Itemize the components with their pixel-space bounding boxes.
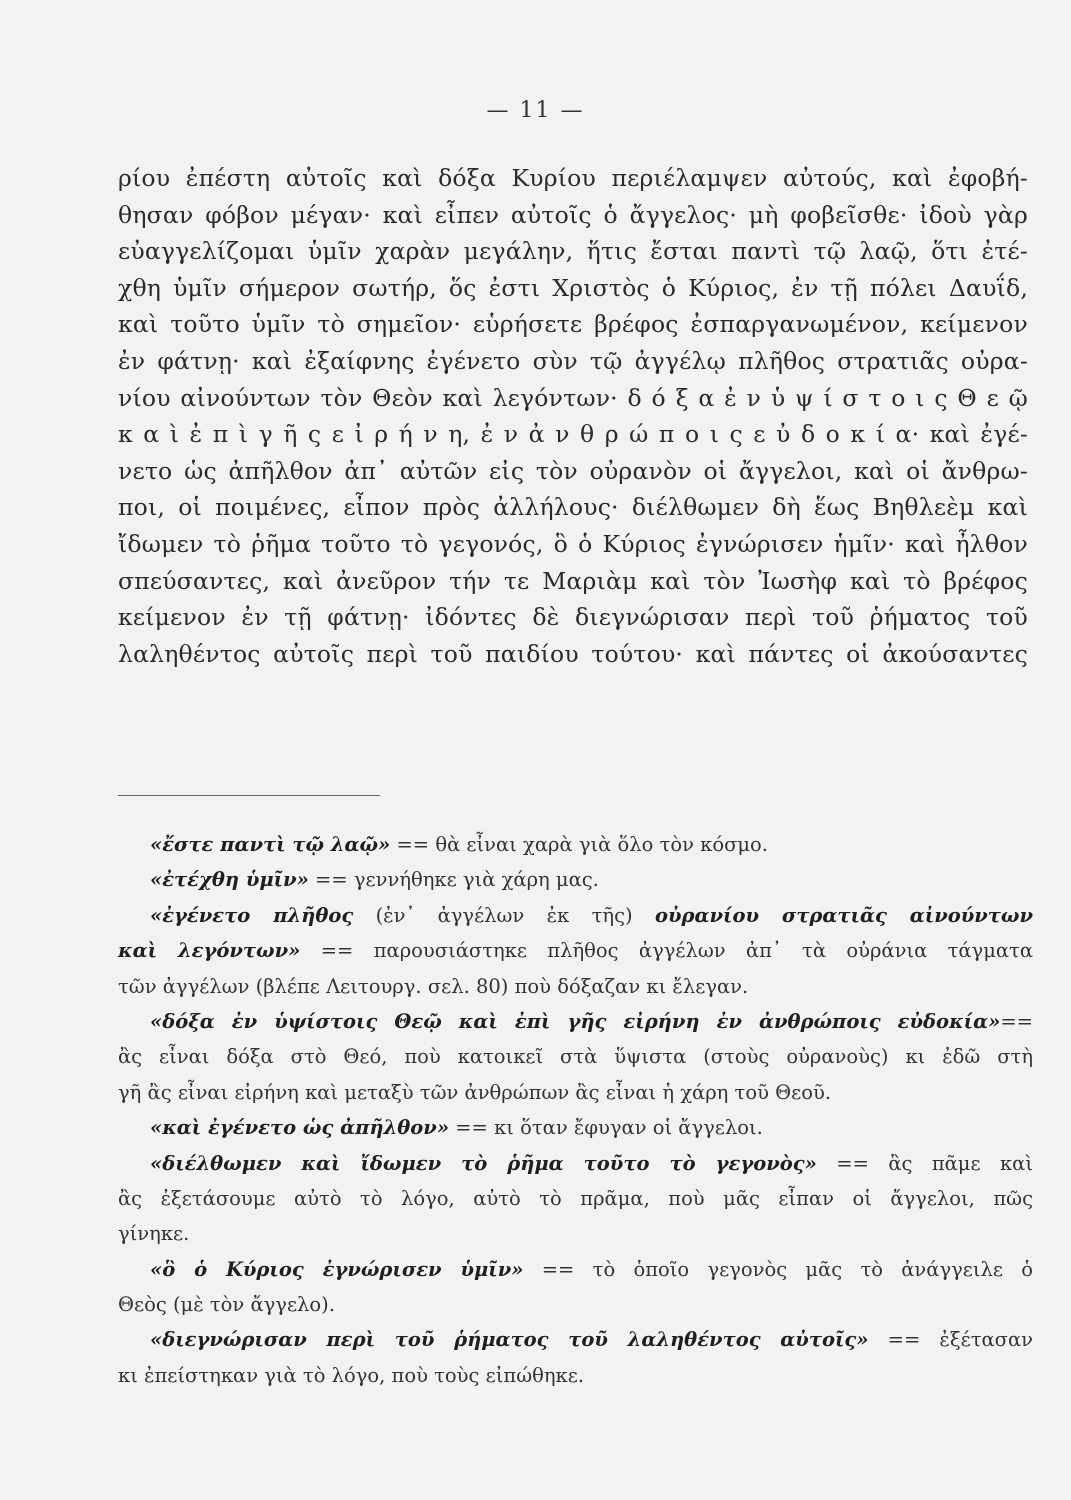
note-term: καὶ λεγόντων»: [118, 939, 301, 963]
text-line: ρίου ἐπέστη αὐτοῖς καὶ δόξα Κυρίου περιέλαμψεν αὐτούς, καὶ ἐφοβή-: [118, 164, 1028, 192]
note-term: «ἐγένετο πλῆθος: [150, 903, 354, 927]
note-line: ἂς ἐξετάσουμε αὐτὸ τὸ λόγο, αὐτὸ τὸ πρᾶμα, ποὺ μᾶς εἶπαν οἱ ἄγγελοι, πῶς: [118, 1186, 1033, 1210]
main-text: [118, 160, 1028, 672]
text-line: ἐν φάτνῃ· καὶ ἐξαίφνης ἐγένετο σὺν τῷ ἀγγέλῳ πλῆθος στρατιᾶς οὐρα-: [118, 346, 1028, 375]
note-term: «ἐτέχθη ὑμῖν»: [150, 868, 309, 892]
note-line: γίνηκε.: [118, 1222, 190, 1246]
note-explanation: == ἂς πᾶμε καὶ: [816, 1151, 1033, 1175]
text-line: ποι, οἱ ποιμένες, εἶπον πρὸς ἀλλήλους· διέλθωμεν δὴ ἕως Βηθλεὲμ καὶ: [118, 493, 1028, 522]
note-line: [118, 827, 1033, 862]
note-line: γῆ ἂς εἶναι εἰρήνη καὶ μεταξὺ τῶν ἀνθρώπων ἂς εἶναι ἡ χάρη τοῦ Θεοῦ.: [118, 1080, 832, 1104]
note-explanation: == γεννήθηκε γιὰ χάρη μας.: [308, 868, 599, 892]
note-line: Θεὸς (μὲ τὸν ἄγγελο).: [118, 1293, 335, 1317]
note-line: [118, 1146, 1033, 1181]
note-term: «διεγνώρισαν περὶ τοῦ ῥήματος τοῦ λαληθέντος αὐτοῖς»: [150, 1328, 869, 1352]
note-line: [118, 933, 1033, 968]
text-line: θησαν φόβον μέγαν· καὶ εἶπεν αὐτοῖς ὁ ἄγγελος· μὴ φοβεῖσθε· ἰδοὺ γὰρ: [118, 200, 1028, 229]
note-line: τῶν ἀγγέλων (βλέπε Λειτουργ. σελ. 80) ποὺ δόξαζαν κι ἔλεγαν.: [118, 974, 749, 998]
note-explanation: == τὸ ὁποῖο γεγονὸς μᾶς τὸ ἀνάγγειλε ὁ: [523, 1257, 1033, 1281]
note-term: «διέλθωμεν καὶ ἴδωμεν τὸ ῥῆμα τοῦτο τὸ γεγονὸς»: [150, 1151, 817, 1175]
text-line: καὶ τοῦτο ὑμῖν τὸ σημεῖον· εὑρήσετε βρέφος ἐσπαργανωμένον, κείμενον: [118, 310, 1028, 339]
note-explanation: ==: [1000, 1009, 1033, 1033]
note-explanation: == ἐξέτασαν: [868, 1328, 1034, 1352]
note-line: κι ἐπείστηκαν γιὰ τὸ λόγο, ποὺ τοὺς εἰπώθηκε.: [118, 1363, 585, 1387]
text-line: χθη ὑμῖν σήμερον σωτήρ, ὅς ἐστι Χριστὸς ὁ Κύριος, ἐν τῇ πόλει Δαυΐδ,: [118, 273, 1028, 302]
note-explanation: == θὰ εἶναι χαρὰ γιὰ ὅλο τὸν κόσμο.: [390, 833, 768, 856]
note-line: [118, 1004, 1033, 1039]
footnote-divider: [118, 795, 380, 796]
text-line: εὐαγγελίζομαι ὑμῖν χαρὰν μεγάλην, ἥτις ἔσται παντὶ τῷ λαῷ, ὅτι ἐτέ-: [118, 237, 1028, 266]
note-line: ἂς εἶναι δόξα στὸ Θεό, ποὺ κατοικεῖ στὰ ὕψιστα (στοὺς οὐρανοὺς) κι ἐδῶ στὴ: [118, 1045, 1033, 1069]
text-line: λαληθέντος αὐτοῖς περὶ τοῦ παιδίου τούτου· καὶ πάντες οἱ ἀκούσαντες: [118, 639, 1028, 668]
note-term: «ἔστε παντὶ τῷ λαῷ»: [150, 833, 391, 856]
text-line: σπεύσαντες, καὶ ἀνεῦρον τήν τε Μαριὰμ καὶ τὸν Ἰωσὴφ καὶ τὸ βρέφος: [118, 566, 1028, 595]
text-line: κείμενον ἐν τῇ φάτνῃ· ἰδόντες δὲ διεγνώρισαν περὶ τοῦ ῥήματος τοῦ: [118, 603, 1028, 632]
notes-section: [118, 827, 1033, 1393]
note-term: «ὃ ὁ Κύριος ἐγνώρισεν ὑμῖν»: [150, 1257, 524, 1281]
note-line: [118, 1252, 1033, 1287]
note-explanation: == παρουσιάστηκε πλῆθος ἀγγέλων ἀπ᾽ τὰ οὐράνια τάγματα: [300, 939, 1034, 963]
note-explanation: (ἐν᾽ ἀγγέλων ἐκ τῆς): [353, 903, 655, 927]
note-explanation: == κι ὅταν ἔφυγαν οἱ ἄγγελοι.: [449, 1116, 763, 1140]
page-number: — 11 —: [486, 98, 585, 123]
note-line: [118, 862, 1033, 897]
note-line: [118, 1110, 1033, 1145]
note-line: [118, 898, 1033, 933]
text-line: κ α ὶ ἐ π ὶ γ ῆ ς ε ἰ ρ ή ν η, ἐ ν ἀ ν θ ρ ώ π ο ι ς ε ὐ δ ο κ ί α· καὶ ἐγέ-: [118, 420, 1028, 449]
text-line: ἴδωμεν τὸ ῥῆμα τοῦτο τὸ γεγονός, ὃ ὁ Κύριος ἐγνώρισεν ἡμῖν· καὶ ἦλθον: [118, 529, 1028, 558]
note-term: «καὶ ἐγένετο ὡς ἀπῆλθον»: [150, 1116, 450, 1140]
text-line: νετο ὡς ἀπῆλθον ἀπ᾽ αὐτῶν εἰς τὸν οὐρανὸν οἱ ἄγγελοι, καὶ οἱ ἄνθρω-: [118, 456, 1028, 485]
note-line: [118, 1322, 1033, 1357]
note-term: οὐρανίου στρατιᾶς αἰνούντων: [654, 903, 1034, 927]
text-line: νίου αἰνούντων τὸν Θεὸν καὶ λεγόντων· δ ό ξ α ἐ ν ὑ ψ ί σ τ ο ι ς Θ ε ῷ: [118, 383, 1028, 412]
note-term: «δόξα ἐν ὑψίστοις Θεῷ καὶ ἐπὶ γῆς εἰρήνη ἐν ἀνθρώποις εὐδοκία»: [150, 1009, 1001, 1033]
